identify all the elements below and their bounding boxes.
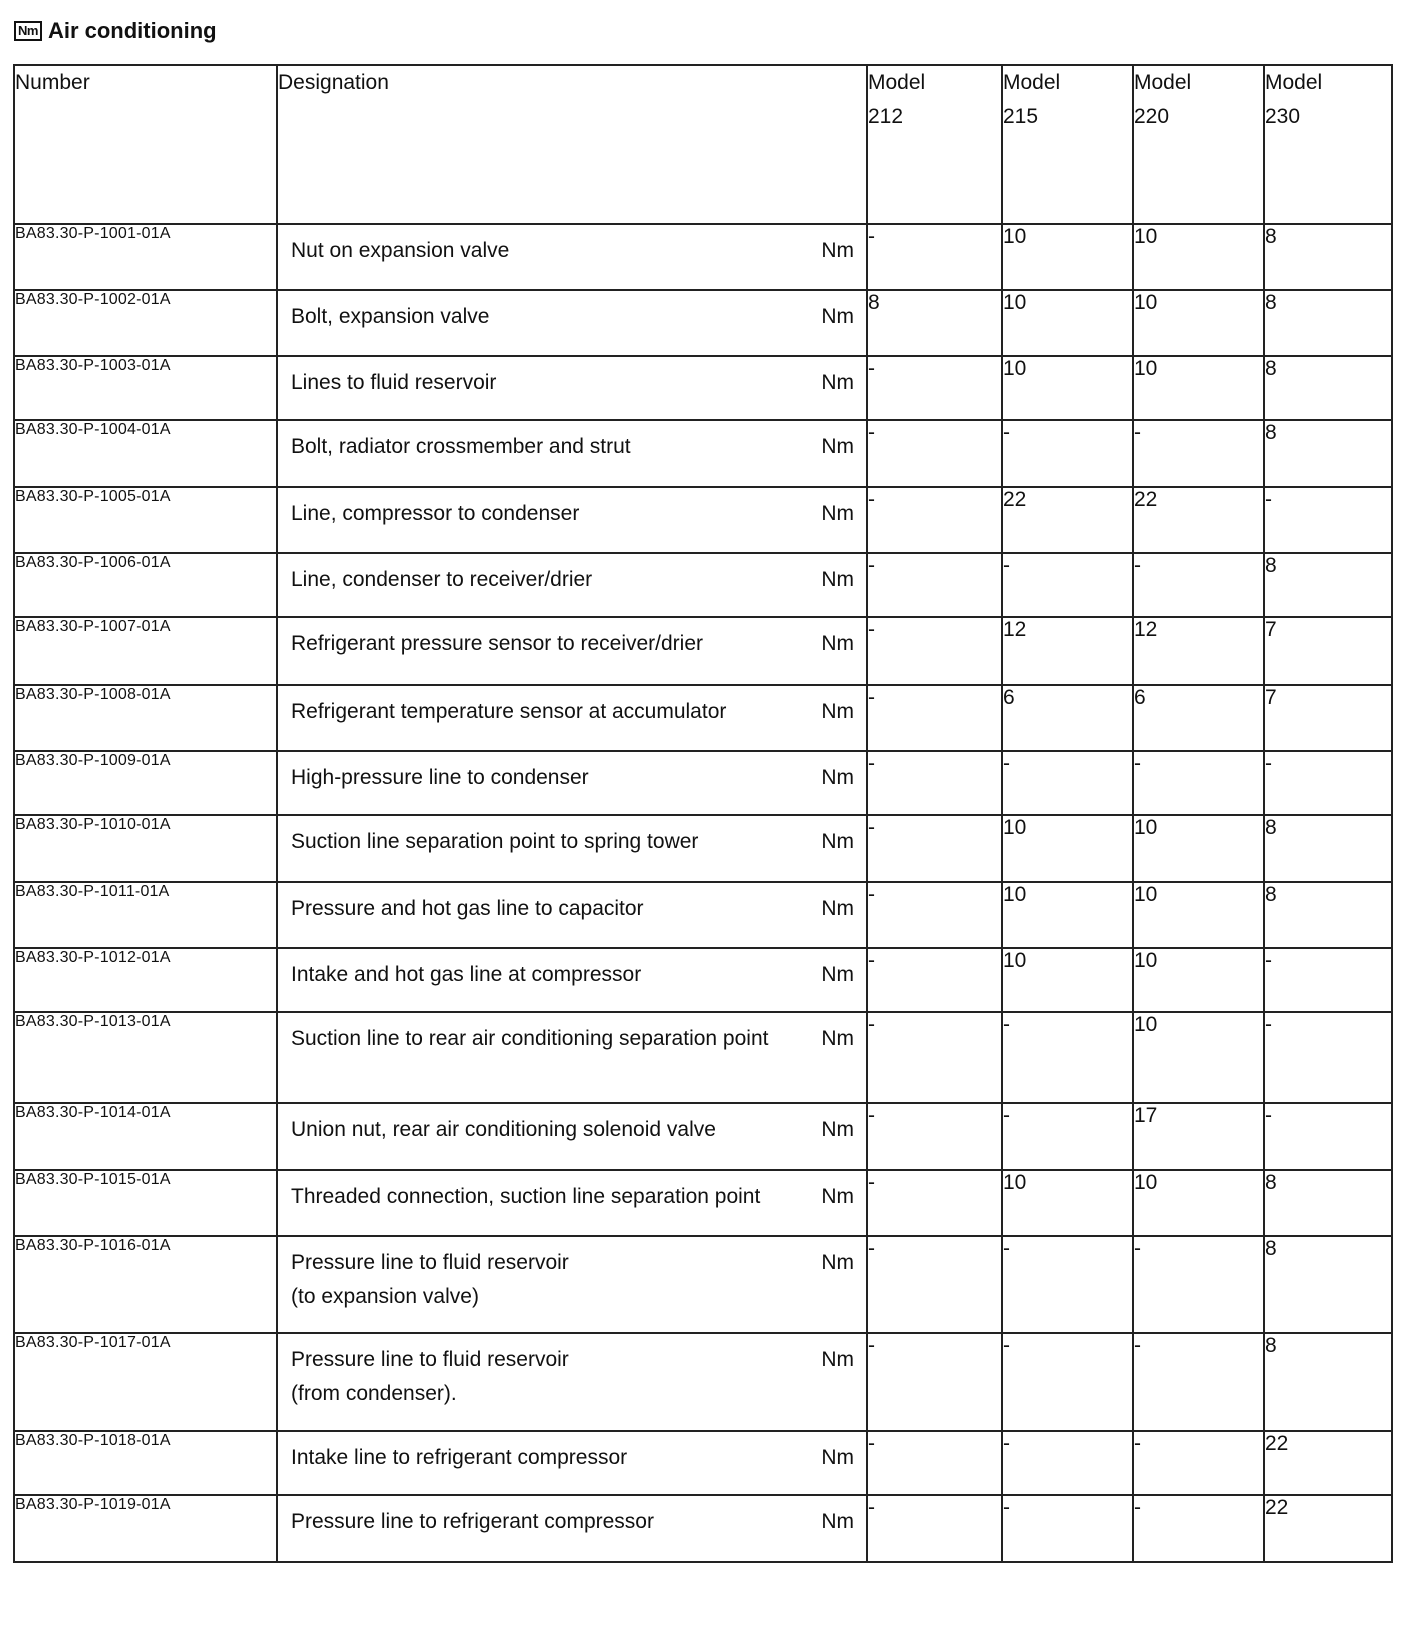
designation-cell bbox=[277, 882, 867, 948]
unit-label: Nm bbox=[821, 963, 854, 986]
torque-value-215: - bbox=[1002, 1012, 1133, 1103]
torque-value-215: - bbox=[1002, 751, 1133, 815]
table-row bbox=[14, 1431, 1392, 1495]
designation-cell bbox=[277, 815, 867, 882]
torque-value-212: - bbox=[867, 553, 1002, 617]
torque-value-215: 10 bbox=[1002, 815, 1133, 882]
part-number: BA83.30-P-1017-01A bbox=[14, 1333, 277, 1431]
torque-value-230: 8 bbox=[1264, 356, 1392, 420]
torque-value-230: - bbox=[1264, 1012, 1392, 1103]
torque-value-220: 6 bbox=[1133, 685, 1264, 751]
torque-value-230: 8 bbox=[1264, 1236, 1392, 1333]
unit-label: Nm bbox=[821, 239, 854, 262]
torque-value-212: - bbox=[867, 487, 1002, 553]
torque-value-230: 8 bbox=[1264, 815, 1392, 882]
designation-text: Pressure and hot gas line to capacitor bbox=[291, 897, 644, 920]
torque-value-230: 22 bbox=[1264, 1431, 1392, 1495]
table-row bbox=[14, 356, 1392, 420]
part-number: BA83.30-P-1018-01A bbox=[14, 1431, 277, 1495]
unit-label: Nm bbox=[821, 1027, 854, 1050]
table-row bbox=[14, 685, 1392, 751]
torque-value-212: - bbox=[867, 224, 1002, 290]
torque-value-220: 10 bbox=[1133, 290, 1264, 356]
part-number: BA83.30-P-1002-01A bbox=[14, 290, 277, 356]
torque-value-215: - bbox=[1002, 1495, 1133, 1562]
model-number: 212 bbox=[868, 105, 904, 128]
torque-value-212: - bbox=[867, 356, 1002, 420]
part-number: BA83.30-P-1007-01A bbox=[14, 617, 277, 685]
part-number: BA83.30-P-1010-01A bbox=[14, 815, 277, 882]
torque-value-215: - bbox=[1002, 1236, 1133, 1333]
designation-text: Suction line separation point to spring tower bbox=[291, 830, 699, 853]
torque-value-212: - bbox=[867, 1170, 1002, 1236]
designation-cell bbox=[277, 1495, 867, 1562]
part-number: BA83.30-P-1004-01A bbox=[14, 420, 277, 487]
table-row bbox=[14, 815, 1392, 882]
torque-value-220: - bbox=[1133, 553, 1264, 617]
torque-value-230: 7 bbox=[1264, 685, 1392, 751]
part-number: BA83.30-P-1005-01A bbox=[14, 487, 277, 553]
torque-value-220: - bbox=[1133, 1333, 1264, 1431]
torque-value-230: 8 bbox=[1264, 1333, 1392, 1431]
part-number: BA83.30-P-1006-01A bbox=[14, 553, 277, 617]
column-header-model-212 bbox=[867, 65, 1002, 224]
torque-value-230: - bbox=[1264, 751, 1392, 815]
torque-value-212: - bbox=[867, 1333, 1002, 1431]
torque-value-215: 10 bbox=[1002, 224, 1133, 290]
designation-text: Pressure line to fluid reservoir bbox=[291, 1251, 569, 1274]
designation-text: Line, condenser to receiver/drier bbox=[291, 568, 593, 591]
torque-value-230: 7 bbox=[1264, 617, 1392, 685]
part-number: BA83.30-P-1014-01A bbox=[14, 1103, 277, 1170]
table-row bbox=[14, 1236, 1392, 1333]
part-number: BA83.30-P-1001-01A bbox=[14, 224, 277, 290]
unit-label: Nm bbox=[821, 1185, 854, 1208]
table-row bbox=[14, 1333, 1392, 1431]
designation-cell bbox=[277, 1431, 867, 1495]
column-header-model-220 bbox=[1133, 65, 1264, 224]
torque-value-220: 10 bbox=[1133, 356, 1264, 420]
unit-label: Nm bbox=[821, 1348, 854, 1371]
torque-value-220: - bbox=[1133, 420, 1264, 487]
designation-cell bbox=[277, 420, 867, 487]
model-number: 215 bbox=[1003, 105, 1039, 128]
table-row bbox=[14, 420, 1392, 487]
unit-label: Nm bbox=[821, 700, 854, 723]
designation-cell bbox=[277, 751, 867, 815]
designation-text: Refrigerant temperature sensor at accumulator bbox=[291, 700, 727, 723]
designation-cell bbox=[277, 1333, 867, 1431]
designation-cell bbox=[277, 553, 867, 617]
torque-value-212: - bbox=[867, 617, 1002, 685]
torque-value-220: 10 bbox=[1133, 1012, 1264, 1103]
torque-value-212: - bbox=[867, 1103, 1002, 1170]
part-number: BA83.30-P-1009-01A bbox=[14, 751, 277, 815]
torque-value-212: - bbox=[867, 882, 1002, 948]
table-row bbox=[14, 948, 1392, 1012]
table-row bbox=[14, 487, 1392, 553]
table-row bbox=[14, 751, 1392, 815]
torque-table bbox=[13, 64, 1393, 1563]
torque-value-215: - bbox=[1002, 1103, 1133, 1170]
torque-value-220: 10 bbox=[1133, 882, 1264, 948]
designation-text: High-pressure line to condenser bbox=[291, 766, 589, 789]
part-number: BA83.30-P-1019-01A bbox=[14, 1495, 277, 1562]
designation-text: Lines to fluid reservoir bbox=[291, 371, 497, 394]
torque-value-215: 22 bbox=[1002, 487, 1133, 553]
torque-value-215: 10 bbox=[1002, 1170, 1133, 1236]
torque-value-215: - bbox=[1002, 420, 1133, 487]
section-heading bbox=[14, 18, 217, 44]
table-body bbox=[14, 224, 1392, 1562]
torque-value-215: 10 bbox=[1002, 356, 1133, 420]
designation-cell bbox=[277, 224, 867, 290]
column-header-number: Number bbox=[14, 65, 277, 224]
torque-value-212: - bbox=[867, 815, 1002, 882]
torque-value-220: - bbox=[1133, 1236, 1264, 1333]
table-header-row bbox=[14, 65, 1392, 224]
designation-text: Bolt, radiator crossmember and strut bbox=[291, 435, 631, 458]
unit-label: Nm bbox=[821, 1446, 854, 1469]
designation-cell bbox=[277, 356, 867, 420]
torque-value-230: 8 bbox=[1264, 420, 1392, 487]
designation-cell bbox=[277, 685, 867, 751]
table-row bbox=[14, 553, 1392, 617]
torque-value-215: 10 bbox=[1002, 948, 1133, 1012]
table-row bbox=[14, 617, 1392, 685]
designation-note: (to expansion valve) bbox=[291, 1285, 479, 1308]
designation-text: Refrigerant pressure sensor to receiver/drier bbox=[291, 632, 704, 655]
table-row bbox=[14, 1170, 1392, 1236]
torque-value-212: - bbox=[867, 948, 1002, 1012]
table-row bbox=[14, 290, 1392, 356]
torque-value-212: - bbox=[867, 1431, 1002, 1495]
torque-value-212: - bbox=[867, 1236, 1002, 1333]
designation-text: Suction line to rear air conditioning separation point bbox=[291, 1027, 769, 1050]
torque-nm-icon: Nm bbox=[14, 21, 42, 41]
model-number: 230 bbox=[1265, 105, 1301, 128]
designation-cell bbox=[277, 617, 867, 685]
torque-value-230: - bbox=[1264, 487, 1392, 553]
torque-value-230: 8 bbox=[1264, 882, 1392, 948]
designation-cell bbox=[277, 1170, 867, 1236]
designation-cell bbox=[277, 948, 867, 1012]
part-number: BA83.30-P-1012-01A bbox=[14, 948, 277, 1012]
torque-value-230: 8 bbox=[1264, 290, 1392, 356]
torque-value-215: 10 bbox=[1002, 882, 1133, 948]
model-label: Model bbox=[1003, 71, 1061, 94]
torque-value-212: - bbox=[867, 685, 1002, 751]
designation-text: Bolt, expansion valve bbox=[291, 305, 490, 328]
table-row bbox=[14, 224, 1392, 290]
unit-label: Nm bbox=[821, 830, 854, 853]
torque-value-230: 8 bbox=[1264, 1170, 1392, 1236]
designation-cell bbox=[277, 1012, 867, 1103]
model-label: Model bbox=[1134, 71, 1192, 94]
designation-cell bbox=[277, 487, 867, 553]
column-header-model-230 bbox=[1264, 65, 1392, 224]
torque-value-230: - bbox=[1264, 1103, 1392, 1170]
torque-value-212: 8 bbox=[867, 290, 1002, 356]
designation-text: Intake line to refrigerant compressor bbox=[291, 1446, 628, 1469]
torque-value-220: 17 bbox=[1133, 1103, 1264, 1170]
designation-cell bbox=[277, 1103, 867, 1170]
torque-value-212: - bbox=[867, 420, 1002, 487]
designation-text: Union nut, rear air conditioning solenoid valve bbox=[291, 1118, 716, 1141]
torque-value-220: 12 bbox=[1133, 617, 1264, 685]
unit-label: Nm bbox=[821, 502, 854, 525]
designation-text: Pressure line to fluid reservoir bbox=[291, 1348, 569, 1371]
torque-value-220: - bbox=[1133, 1495, 1264, 1562]
unit-label: Nm bbox=[821, 1510, 854, 1533]
torque-value-230: 22 bbox=[1264, 1495, 1392, 1562]
part-number: BA83.30-P-1003-01A bbox=[14, 356, 277, 420]
unit-label: Nm bbox=[821, 371, 854, 394]
model-label: Model bbox=[868, 71, 926, 94]
torque-value-212: - bbox=[867, 1012, 1002, 1103]
torque-value-230: 8 bbox=[1264, 553, 1392, 617]
unit-label: Nm bbox=[821, 435, 854, 458]
unit-label: Nm bbox=[821, 766, 854, 789]
designation-text: Threaded connection, suction line separation point bbox=[291, 1185, 761, 1208]
torque-value-230: 8 bbox=[1264, 224, 1392, 290]
designation-note: (from condenser). bbox=[291, 1382, 457, 1405]
designation-text: Line, compressor to condenser bbox=[291, 502, 580, 525]
table-row bbox=[14, 1103, 1392, 1170]
torque-value-220: 10 bbox=[1133, 815, 1264, 882]
part-number: BA83.30-P-1015-01A bbox=[14, 1170, 277, 1236]
torque-value-220: - bbox=[1133, 1431, 1264, 1495]
table-row bbox=[14, 1012, 1392, 1103]
torque-value-215: 12 bbox=[1002, 617, 1133, 685]
unit-label: Nm bbox=[821, 305, 854, 328]
table-row bbox=[14, 1495, 1392, 1562]
part-number: BA83.30-P-1008-01A bbox=[14, 685, 277, 751]
section-title: Air conditioning bbox=[47, 18, 217, 43]
column-header-model-215 bbox=[1002, 65, 1133, 224]
torque-value-220: 10 bbox=[1133, 224, 1264, 290]
unit-label: Nm bbox=[821, 568, 854, 591]
torque-value-215: 6 bbox=[1002, 685, 1133, 751]
torque-value-220: - bbox=[1133, 751, 1264, 815]
model-number: 220 bbox=[1134, 105, 1170, 128]
part-number: BA83.30-P-1011-01A bbox=[14, 882, 277, 948]
model-label: Model bbox=[1265, 71, 1323, 94]
torque-value-230: - bbox=[1264, 948, 1392, 1012]
table-row bbox=[14, 882, 1392, 948]
unit-label: Nm bbox=[821, 897, 854, 920]
designation-text: Pressure line to refrigerant compressor bbox=[291, 1510, 654, 1533]
torque-value-215: 10 bbox=[1002, 290, 1133, 356]
unit-label: Nm bbox=[821, 1251, 854, 1274]
torque-value-220: 22 bbox=[1133, 487, 1264, 553]
torque-value-212: - bbox=[867, 751, 1002, 815]
torque-value-220: 10 bbox=[1133, 948, 1264, 1012]
part-number: BA83.30-P-1013-01A bbox=[14, 1012, 277, 1103]
unit-label: Nm bbox=[821, 632, 854, 655]
designation-cell bbox=[277, 290, 867, 356]
column-header-designation: Designation bbox=[277, 65, 867, 224]
torque-value-215: - bbox=[1002, 1431, 1133, 1495]
torque-value-215: - bbox=[1002, 1333, 1133, 1431]
part-number: BA83.30-P-1016-01A bbox=[14, 1236, 277, 1333]
torque-value-220: 10 bbox=[1133, 1170, 1264, 1236]
torque-value-215: - bbox=[1002, 553, 1133, 617]
designation-text: Nut on expansion valve bbox=[291, 239, 510, 262]
torque-value-212: - bbox=[867, 1495, 1002, 1562]
designation-text: Intake and hot gas line at compressor bbox=[291, 963, 642, 986]
designation-cell bbox=[277, 1236, 867, 1333]
unit-label: Nm bbox=[821, 1118, 854, 1141]
